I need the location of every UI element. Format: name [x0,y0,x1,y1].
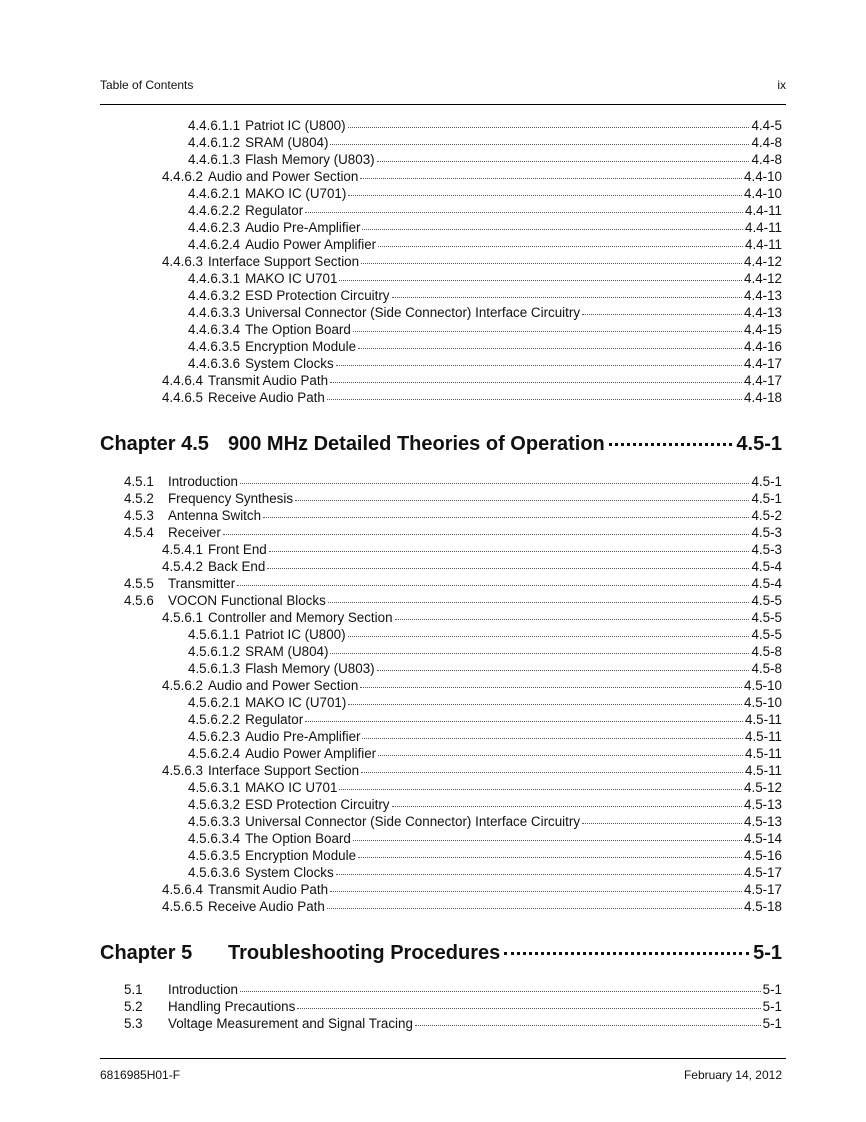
entry-title: Transmit Audio Path [207,882,329,897]
entry-page: 4.5-11 [745,746,782,761]
entry-page: 4.4-11 [745,237,782,252]
entry-page: 4.5-1 [751,474,782,489]
entry-title: The Option Board [245,831,351,846]
dot-leader [358,845,742,858]
entry-number: 4.5.6.1.2 [188,644,241,659]
entry-title: Back End [207,559,266,574]
dot-leader [348,115,750,128]
entry-page: 4.4-17 [744,373,782,388]
dot-leader [360,675,742,688]
entry-page: 4.4-11 [745,203,782,218]
entry-page: 4.4-15 [744,322,782,337]
dot-leader [362,217,743,230]
entry-number: 4.4.6.3 [162,254,203,269]
chapter-number: Chapter 5 [100,942,193,964]
toc-entry[interactable] [0,389,782,406]
dot-leader [336,353,742,366]
header-rule [100,104,786,105]
entry-number: 4.5.5 [124,576,154,591]
entry-title: MAKO IC U701 [245,780,338,795]
chapter-4-5-heading[interactable] [100,430,782,458]
dot-leader [330,879,742,892]
dot-leader [392,285,743,298]
entry-page: 4.5-12 [744,780,782,795]
entry-page: 4.5-17 [744,882,782,897]
entry-page: 4.4-11 [745,220,782,235]
entry-number: 4.5.6.2.4 [188,746,241,761]
entry-number: 4.4.6.3.3 [188,305,241,320]
entry-title: Encryption Module [245,848,357,863]
entry-number: 4.4.6.2 [162,169,203,184]
dot-leader [339,777,742,790]
entry-number: 4.5.6.2 [162,678,203,693]
dot-leader [328,590,750,603]
dot-leader [353,319,742,332]
entry-title: VOCON Functional Blocks [168,593,326,608]
entry-title: The Option Board [245,322,351,337]
entry-title: ESD Protection Circuitry [245,797,390,812]
dot-leader [240,471,749,484]
entry-title: Encryption Module [245,339,357,354]
entry-page: 4.4-10 [744,186,782,201]
dot-leader [240,979,761,992]
entry-page: 4.5-4 [751,559,782,574]
entry-number: 4.5.6.4 [162,882,203,897]
entry-number: 4.5.6.3.1 [188,780,241,795]
entry-number: 4.4.6.4 [162,373,203,388]
dot-leader [392,794,743,807]
toc-entry[interactable] [0,1015,782,1032]
entry-title: SRAM (U804) [245,644,329,659]
entry-title: Audio Power Amplifier [245,237,377,252]
entry-page: 4.5-5 [751,610,782,625]
dot-leader [377,149,750,162]
entry-number: 4.5.6.1 [162,610,203,625]
dot-leader [361,251,742,264]
header-title: Table of Contents [100,78,194,92]
entry-page: 4.4-5 [751,118,782,133]
entry-page: 4.4-16 [744,339,782,354]
document-number: 6816985H01-F [100,1068,181,1082]
chapter-title: 900 MHz Detailed Theories of Operation [228,433,605,455]
entry-number: 4.5.6.3.3 [188,814,241,829]
chapter-title: Troubleshooting Procedures [228,942,501,964]
entry-number: 4.5.6.2.1 [188,695,241,710]
entry-title: Introduction [168,982,238,997]
dot-leader [348,692,742,705]
toc-chapter-5 [0,981,866,1032]
entry-page: 4.4-10 [744,169,782,184]
entry-page: 4.4-12 [744,271,782,286]
entry-number: 4.5.6 [124,593,154,608]
entry-page: 4.5-10 [744,695,782,710]
entry-number: 4.4.6.1.3 [188,152,241,167]
entry-number: 4.4.6.1.2 [188,135,241,150]
entry-title: Transmitter [168,576,236,591]
entry-title: Universal Connector (Side Connector) Interface Circuitry [245,814,581,829]
document-date: February 14, 2012 [683,1068,782,1082]
dot-leader [377,658,750,671]
entry-title: Flash Memory (U803) [245,661,375,676]
entry-page: 5-1 [762,1016,782,1031]
entry-title: MAKO IC (U701) [245,186,347,201]
entry-page: 4.5-8 [751,644,782,659]
dot-leader [378,743,743,756]
entry-title: Voltage Measurement and Signal Tracing [168,1016,413,1031]
chapter-page: 5-1 [753,942,782,964]
entry-page: 4.4-17 [744,356,782,371]
dot-leader [348,624,750,637]
dot-leader [358,336,742,349]
dot-leader [327,387,742,400]
entry-title: Front End [207,542,267,557]
entry-page: 4.4-8 [751,152,782,167]
entry-title: Regulator [245,712,304,727]
entry-number: 4.5.6.1.3 [188,661,241,676]
entry-page: 5-1 [762,982,782,997]
dot-leader [395,607,750,620]
entry-page: 4.4-12 [744,254,782,269]
entry-title: Audio Pre-Amplifier [245,220,361,235]
entry-page: 4.5-13 [744,814,782,829]
entry-number: 4.4.6.5 [162,390,203,405]
entry-title: Receive Audio Path [207,899,325,914]
entry-title: ESD Protection Circuitry [245,288,390,303]
dot-leader [263,505,749,518]
chapter-5-heading[interactable] [100,939,782,967]
entry-number: 4.5.2 [124,491,154,506]
entry-page: 4.5-17 [744,865,782,880]
entry-title: Patriot IC (U800) [245,627,346,642]
dot-leader [327,896,742,909]
entry-number: 5.3 [124,1016,143,1031]
entry-title: Controller and Memory Section [207,610,393,625]
entry-number: 4.5.6.1.1 [188,627,241,642]
entry-page: 4.5-11 [745,729,782,744]
entry-number: 5.1 [124,982,143,997]
entry-number: 4.5.6.3.6 [188,865,241,880]
entry-title: Audio Pre-Amplifier [245,729,361,744]
entry-number: 4.5.6.2.2 [188,712,241,727]
entry-title: System Clocks [245,865,334,880]
entry-number: 4.4.6.3.2 [188,288,241,303]
dot-leader [360,166,742,179]
entry-page: 4.5-10 [744,678,782,693]
entry-title: Handling Precautions [168,999,296,1014]
entry-page: 4.5-13 [744,797,782,812]
dot-leader [305,709,743,722]
dot-leader [362,726,743,739]
entry-number: 4.4.6.2.2 [188,203,241,218]
dot-leader [269,539,750,552]
dot-leader [504,938,749,955]
toc-section-4-4-6 [0,117,866,406]
dot-leader [267,556,749,569]
dot-leader [223,522,750,535]
dot-leader [609,429,733,446]
entry-page: 4.5-2 [751,508,782,523]
entry-page: 4.5-1 [751,491,782,506]
dot-leader [305,200,743,213]
entry-page: 4.5-16 [744,848,782,863]
entry-number: 4.5.4 [124,525,154,540]
dot-leader [330,641,749,654]
entry-title: MAKO IC U701 [245,271,338,286]
entry-number: 4.5.6.3.5 [188,848,241,863]
entry-number: 4.4.6.2.1 [188,186,241,201]
entry-title: Audio and Power Section [207,169,359,184]
entry-page: 4.4-8 [751,135,782,150]
entry-number: 4.5.4.1 [162,542,203,557]
entry-number: 5.2 [124,999,143,1014]
entry-title: System Clocks [245,356,334,371]
dot-leader [348,183,742,196]
entry-title: Audio and Power Section [207,678,359,693]
chapter-number: Chapter 4.5 [100,433,209,455]
entry-number: 4.5.6.3.2 [188,797,241,812]
page-header [100,78,786,98]
entry-page: 4.5-11 [745,763,782,778]
dot-leader [336,862,742,875]
entry-title: Introduction [168,474,238,489]
entry-number: 4.4.6.3.1 [188,271,241,286]
entry-page: 4.4-13 [744,305,782,320]
entry-page: 5-1 [762,999,782,1014]
toc-chapter-4-5 [0,473,866,915]
entry-page: 4.5-4 [751,576,782,591]
entry-title: Universal Connector (Side Connector) Interface Circuitry [245,305,581,320]
entry-number: 4.5.6.2.3 [188,729,241,744]
entry-title: Transmit Audio Path [207,373,329,388]
entry-number: 4.5.4.2 [162,559,203,574]
dot-leader [353,828,742,841]
entry-number: 4.5.6.3 [162,763,203,778]
entry-page: 4.5-3 [751,525,782,540]
entry-page: 4.4-18 [744,390,782,405]
entry-number: 4.5.6.3.4 [188,831,241,846]
dot-leader [582,811,742,824]
entry-page: 4.5-8 [751,661,782,676]
entry-title: Receive Audio Path [207,390,325,405]
dot-leader [297,996,760,1009]
entry-page: 4.5-14 [744,831,782,846]
dot-leader [339,268,742,281]
entry-title: Interface Support Section [207,763,360,778]
dot-leader [295,488,749,501]
entry-title: Frequency Synthesis [168,491,294,506]
entry-title: Receiver [168,525,221,540]
dot-leader [330,132,749,145]
entry-number: 4.5.3 [124,508,154,523]
toc-entry[interactable] [0,898,782,915]
entry-number: 4.4.6.1.1 [188,118,241,133]
entry-page: 4.4-13 [744,288,782,303]
entry-title: Flash Memory (U803) [245,152,375,167]
entry-page: 4.5-3 [751,542,782,557]
dot-leader [378,234,743,247]
chapter-page: 4.5-1 [736,433,782,455]
entry-number: 4.4.6.3.5 [188,339,241,354]
entry-title: SRAM (U804) [245,135,329,150]
entry-number: 4.5.1 [124,474,154,489]
entry-page: 4.5-5 [751,627,782,642]
entry-page: 4.5-18 [744,899,782,914]
header-page-number: ix [777,78,786,92]
entry-title: MAKO IC (U701) [245,695,347,710]
entry-title: Patriot IC (U800) [245,118,346,133]
dot-leader [415,1013,761,1026]
entry-title: Audio Power Amplifier [245,746,377,761]
dot-leader [582,302,742,315]
entry-number: 4.4.6.3.6 [188,356,241,371]
entry-number: 4.4.6.2.3 [188,220,241,235]
footer-rule [100,1058,786,1059]
dot-leader [361,760,743,773]
entry-number: 4.4.6.3.4 [188,322,241,337]
entry-page: 4.5-11 [745,712,782,727]
entry-page: 4.5-5 [751,593,782,608]
entry-title: Regulator [245,203,304,218]
entry-number: 4.5.6.5 [162,899,203,914]
entry-number: 4.4.6.2.4 [188,237,241,252]
dot-leader [237,573,749,586]
dot-leader [330,370,742,383]
entry-title: Interface Support Section [207,254,360,269]
entry-title: Antenna Switch [168,508,262,523]
